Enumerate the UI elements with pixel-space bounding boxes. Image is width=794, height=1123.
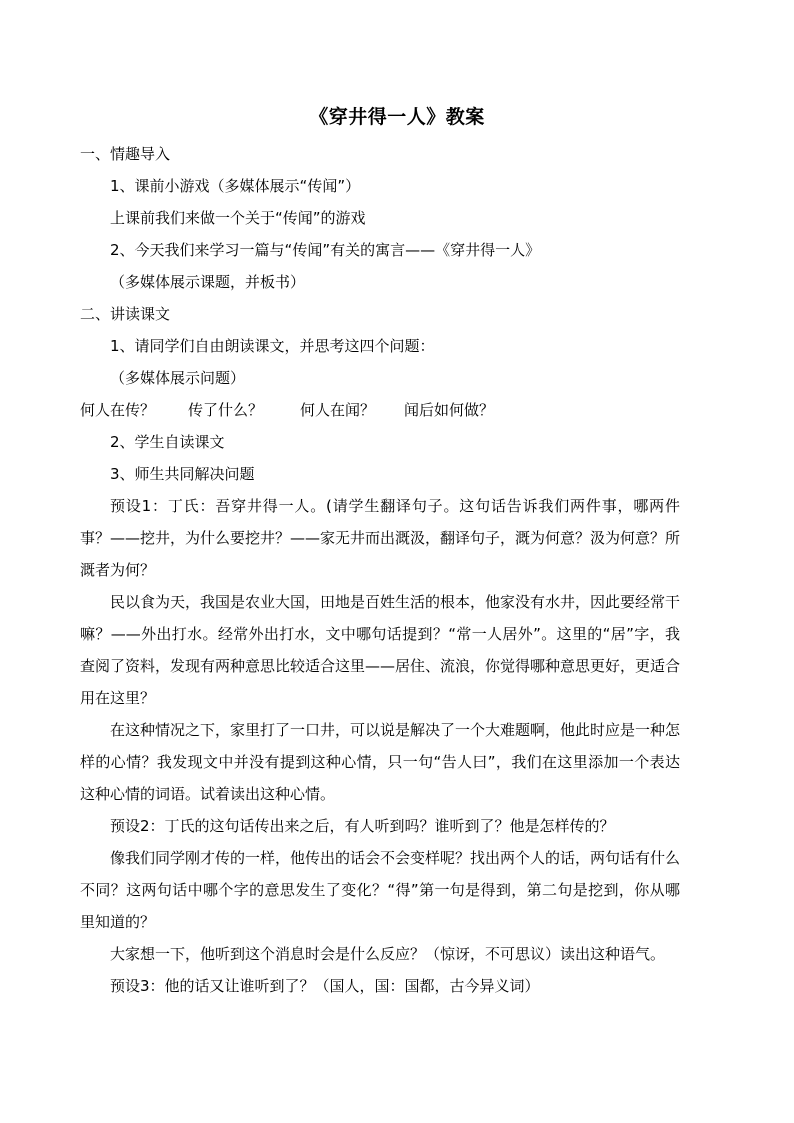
question-item: 何人在闻？: [300, 401, 376, 419]
question-item: 闻后如何做？: [404, 401, 495, 419]
text-line: （多媒体展示问题）: [110, 369, 246, 387]
paragraph: 像我们同学刚才传的一样，他传出的话会不会变样呢？找出两个人的话，两句话有什么不同？这两句话中哪个字的意思发生了变化？“得”第一句是得到，第二句是挖到，你从哪里知道的？: [80, 849, 681, 931]
question-item: 何人在传？: [80, 401, 156, 419]
paragraph: 在这种情况之下，家里打了一口井，可以说是解决了一个大难题啊，他此时应是一种怎样的心情？我发现文中并没有提到这种心情，只一句“告人曰”，我们在这里添加一个表达这种心情的词语。试着读出这种心情。: [80, 721, 681, 803]
section-heading-intro: 一、情趣导入: [80, 145, 171, 163]
text-line: 2、学生自读课文: [110, 433, 225, 451]
question-row: [80, 394, 680, 426]
text-line: 1、请同学们自由朗读课文，并思考这四个问题：: [110, 337, 435, 355]
text-line: （多媒体展示课题，并板书）: [110, 273, 306, 291]
text-line: 3、师生共同解决问题: [110, 465, 255, 483]
section-heading-reading: 二、讲读课文: [80, 305, 171, 323]
text-line: 上课前我们来做一个关于“传闻”的游戏: [110, 209, 366, 227]
paragraph: 民以食为天，我国是农业大国，田地是百姓生活的根本，他家没有水井，因此要经常干嘛？——外出打水。经常外出打水，文中哪句话提到？“常一人居外”。这里的“居”字，我查阅了资料，发现有两种意思比较适合这里——居住、流浪，你觉得哪种意思更好，更适合用在这里？: [80, 593, 681, 707]
document-title: 《穿井得一人》教案: [309, 106, 485, 128]
paragraph: 大家想一下，他听到这个消息时会是什么反应？（惊讶，不可思议）读出这种语气。: [110, 945, 666, 963]
paragraph: 预设3：他的话又让谁听到了？（国人，国：国都，古今异义词）: [110, 977, 540, 995]
document-body: [80, 138, 680, 1002]
question-item: 传了什么？: [188, 401, 264, 419]
text-line: 2、今天我们来学习一篇与“传闻”有关的寓言——《穿井得一人》: [110, 241, 541, 259]
text-line: 1、课前小游戏（多媒体展示“传闻”）: [110, 177, 361, 195]
paragraph: 预设2：丁氏的这句话传出来之后，有人听到吗？谁听到了？他是怎样传的？: [110, 817, 615, 835]
paragraph: 预设1：丁氏：吾穿井得一人。(请学生翻译句子。这句话告诉我们两件事，哪两件事？——挖井，为什么要挖井？——家无井而出溉汲，翻译句子，溉为何意？汲为何意？所溉者为何？: [80, 497, 681, 579]
